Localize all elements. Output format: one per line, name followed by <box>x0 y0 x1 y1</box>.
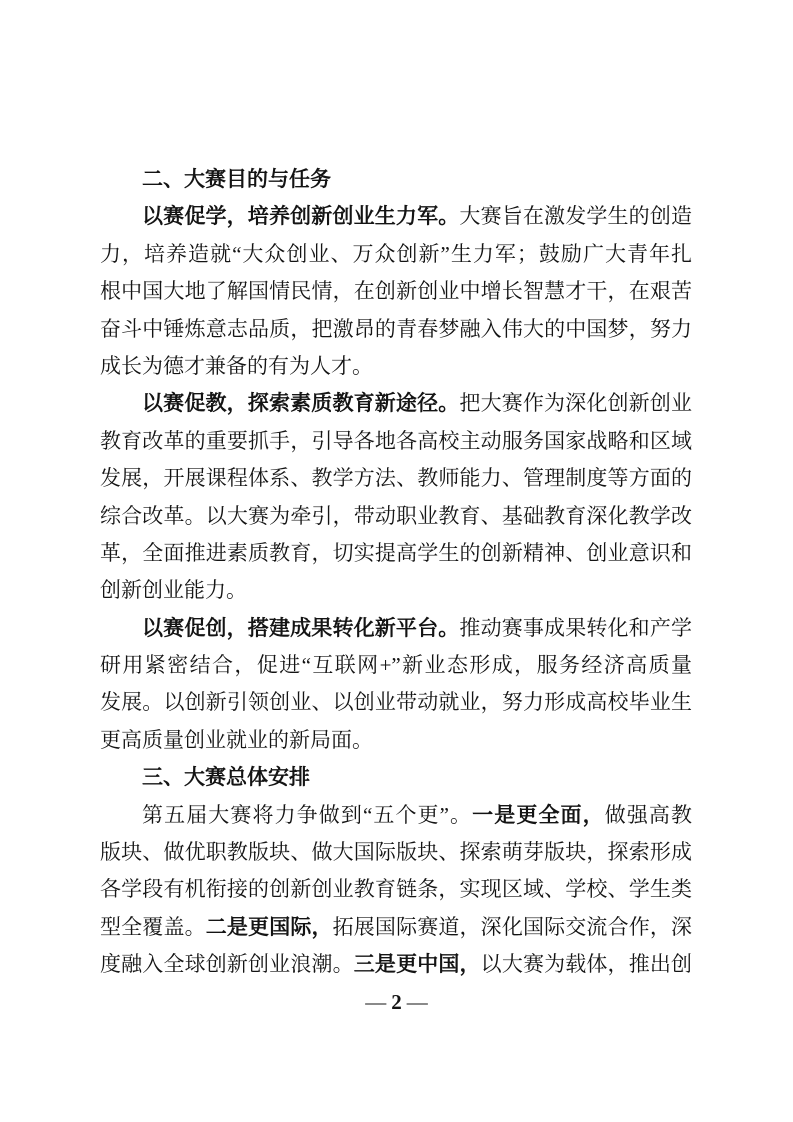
bold-emphasis-text: 以赛促学，培养创新创业生力军。 <box>142 204 460 229</box>
page-footer <box>0 988 793 1016</box>
paragraph-line <box>100 273 692 310</box>
body-text: 创新创业能力。 <box>100 578 247 603</box>
paragraph-line <box>100 647 692 684</box>
paragraph-line <box>100 610 692 647</box>
paragraph-line <box>100 385 692 422</box>
document-body <box>100 161 692 984</box>
body-text: 拓展国际赛道，深化国际交流合作，深 <box>332 914 692 939</box>
body-text: 做强高教 <box>604 802 692 827</box>
body-text: 发展，开展课程体系、教学方法、教师能力、管理制度等方面的 <box>100 466 692 491</box>
body-text: 力，培养造就“大众创业、万众创新”生力军；鼓励广大青年扎 <box>100 241 692 266</box>
bold-emphasis-text: 二是更国际， <box>205 914 333 939</box>
bold-emphasis-text: 以赛促创，搭建成果转化新平台。 <box>142 615 460 640</box>
body-text: 教育改革的重要抓手，引导各地各高校主动服务国家战略和区域 <box>100 428 692 453</box>
body-text: 以大赛为载体，推出创 <box>480 952 692 977</box>
section-heading: 二、大赛目的与任务 <box>142 168 331 191</box>
body-text: 成长为德才兼备的有为人才。 <box>100 353 373 378</box>
section-heading: 三、大赛总体安排 <box>142 766 310 790</box>
body-text: 大赛旨在激发学生的创造 <box>459 204 692 229</box>
paragraph-line <box>100 684 692 721</box>
body-text: 推动赛事成果转化和产学 <box>459 615 692 640</box>
paragraph-line <box>100 834 692 871</box>
paragraph-line <box>100 498 692 535</box>
body-text: 度融入全球创新创业浪潮。 <box>100 952 354 977</box>
footer-right-dash: — <box>406 990 428 1014</box>
paragraph-line <box>100 946 692 983</box>
paragraph-line <box>100 423 692 460</box>
paragraph-line <box>100 236 692 273</box>
body-text: 各学段有机衔接的创新创业教育链条，实现区域、学校、学生类 <box>100 877 692 902</box>
paragraph-line <box>100 909 692 946</box>
paragraph-line <box>100 797 692 834</box>
body-text: 革，全面推进素质教育，切实提高学生的创新精神、创业意识和 <box>100 540 692 565</box>
bold-emphasis-text: 一是更全面， <box>472 802 605 827</box>
bold-emphasis-text: 以赛促教，探索素质教育新途径。 <box>142 391 460 416</box>
paragraph-line <box>100 572 692 609</box>
body-text: 型全覆盖。 <box>100 914 206 939</box>
body-text: 根中国大地了解国情民情，在创新创业中增长智慧才干，在艰苦 <box>100 279 692 304</box>
bold-emphasis-text: 三是更中国， <box>353 952 481 977</box>
paragraph-line <box>100 871 692 908</box>
body-text: 综合改革。以大赛为牵引，带动职业教育、基础教育深化教学改 <box>100 503 692 528</box>
paragraph-line <box>100 535 692 572</box>
body-text: 版块、做优职教版块、做大国际版块、探索萌芽版块，探索形成 <box>100 840 692 865</box>
paragraph-line <box>100 198 692 235</box>
paragraph-line <box>100 460 692 497</box>
paragraph-line <box>100 348 692 385</box>
paragraph-line <box>100 311 692 348</box>
body-text: 发展。以创新引领创业、以创业带动就业，努力形成高校毕业生 <box>100 690 692 715</box>
paragraph-line <box>100 722 692 759</box>
body-text: 奋斗中锤炼意志品质，把激昂的青春梦融入伟大的中国梦，努力 <box>100 316 692 341</box>
body-text: 更高质量创业就业的新局面。 <box>100 727 373 752</box>
body-text: 研用紧密结合，促进“互联网+”新业态形成，服务经济高质量 <box>100 653 692 678</box>
page-number: 2 <box>391 990 402 1014</box>
body-text: 把大赛作为深化创新创业 <box>459 391 692 416</box>
footer-left-dash: — <box>365 990 387 1014</box>
body-text: 第五届大赛将力争做到“五个更”。 <box>142 802 473 827</box>
